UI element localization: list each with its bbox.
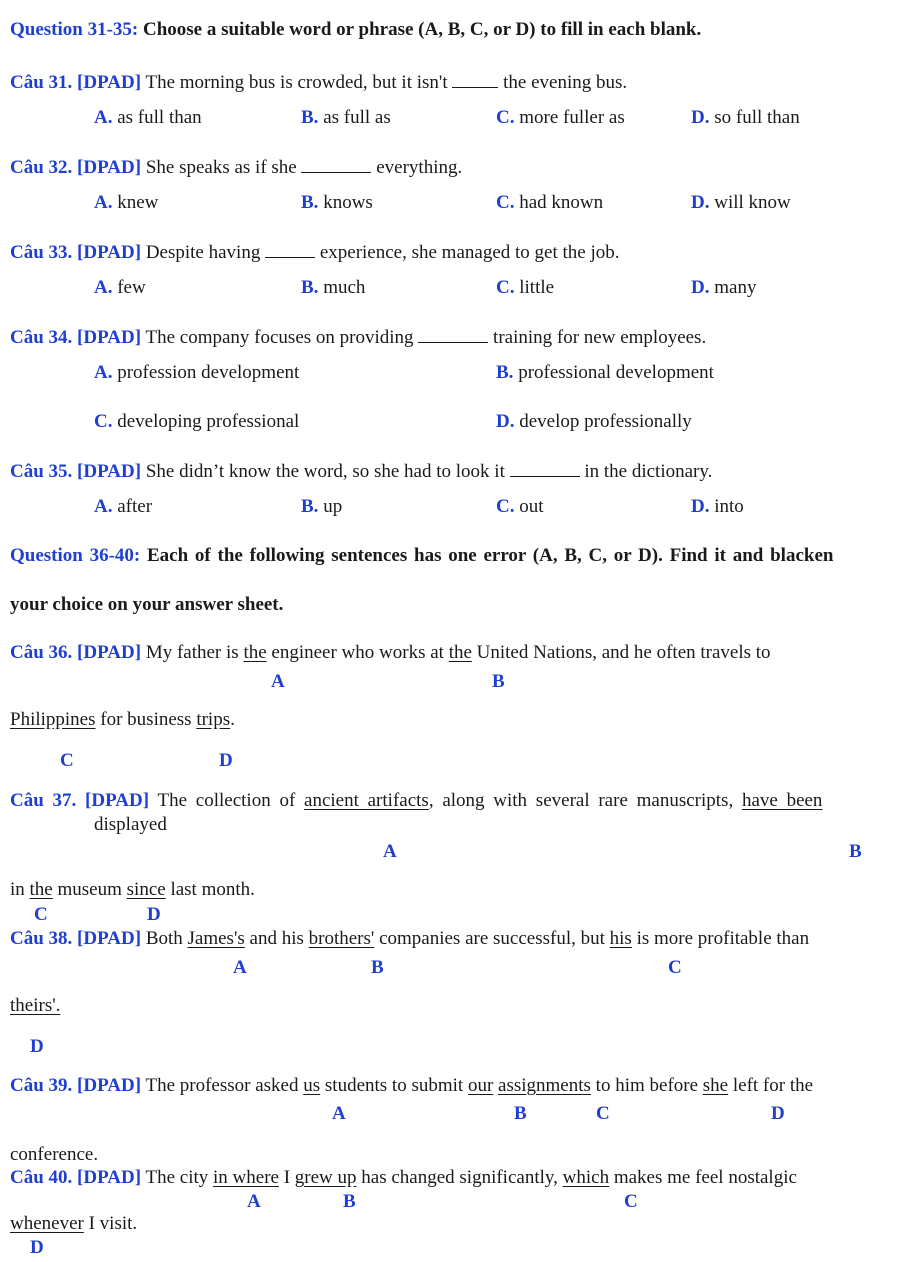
option-letter: D. [691, 496, 710, 517]
option-letter: A. [94, 192, 113, 213]
error-label-d: D [30, 1237, 44, 1258]
question-tag: [DPAD] [77, 642, 142, 663]
option-a[interactable] [94, 108, 202, 127]
answer-blank [510, 461, 580, 477]
question-tag: [DPAD] [77, 72, 142, 93]
question-number: Câu 32. [10, 157, 73, 178]
option-letter: A. [94, 277, 113, 298]
answer-blank [452, 72, 498, 88]
question-35 [10, 461, 712, 481]
sentence-text: . [230, 709, 235, 730]
question-text-before: She speaks as if she [145, 157, 297, 178]
option-letter: B. [496, 362, 514, 383]
option-text: much [323, 277, 366, 298]
option-d[interactable] [691, 108, 800, 127]
sentence-text: The professor asked [145, 1075, 299, 1096]
question-38 [10, 929, 809, 948]
section-heading-36-40 [10, 546, 833, 565]
question-text-after: training for new employees. [493, 327, 707, 348]
option-b[interactable] [301, 108, 391, 127]
question-36 [10, 643, 771, 662]
option-text: out [519, 496, 544, 517]
error-label-b: B [849, 841, 862, 862]
option-d[interactable] [691, 193, 791, 212]
question-text-after: everything. [376, 157, 463, 178]
underlined-part-a[interactable]: ancient artifacts [304, 790, 429, 811]
question-tag: [DPAD] [77, 928, 142, 949]
section-heading-31-35 [10, 20, 701, 39]
question-tag: [DPAD] [77, 1075, 142, 1096]
question-number: Câu 31. [10, 72, 73, 93]
question-tag: [DPAD] [77, 242, 142, 263]
error-label-c: C [624, 1191, 638, 1212]
option-a[interactable] [94, 278, 146, 297]
question-tag: [DPAD] [85, 790, 150, 811]
question-40 [10, 1168, 797, 1187]
sentence-text: and his [249, 928, 304, 949]
sentence-text: to him before [595, 1075, 699, 1096]
question-text-before: The morning bus is crowded, but it isn't [145, 72, 448, 93]
underlined-part-d[interactable]: since [126, 879, 166, 900]
question-31 [10, 72, 627, 92]
error-label-a: A [271, 671, 285, 692]
sentence-text: for business [100, 709, 192, 730]
option-b[interactable] [301, 278, 365, 297]
sentence-text: last month. [170, 879, 255, 900]
option-a[interactable] [94, 193, 158, 212]
sentence-text: companies are successful, but [379, 928, 605, 949]
error-label-b: B [514, 1103, 527, 1124]
question-text-after: experience, she managed to get the job. [319, 242, 620, 263]
question-40-line2 [10, 1214, 137, 1233]
question-tag: [DPAD] [77, 461, 142, 482]
option-text: will know [714, 192, 791, 213]
error-label-c: C [60, 750, 74, 771]
question-32 [10, 157, 462, 177]
option-d[interactable] [691, 497, 744, 516]
option-letter: C. [496, 192, 515, 213]
section-prefix: Question 31-35: [10, 19, 139, 40]
answer-blank [418, 327, 488, 343]
section-instructions-line2: your choice on your answer sheet. [10, 594, 284, 615]
option-letter: A. [94, 362, 113, 383]
error-label-d: D [30, 1036, 44, 1057]
underlined-part-c[interactable]: assignments [498, 1075, 591, 1096]
underlined-part-a[interactable]: the [243, 642, 267, 663]
error-label-b: B [492, 671, 505, 692]
sentence-text: displayed [94, 814, 167, 835]
underlined-part-a[interactable]: James's [187, 928, 245, 949]
option-letter: B. [301, 277, 319, 298]
answer-blank [265, 242, 315, 258]
option-c[interactable] [496, 497, 544, 516]
option-text: professional development [518, 362, 714, 383]
option-a[interactable] [94, 497, 152, 516]
question-number: Câu 40. [10, 1167, 73, 1188]
sentence-text: students to submit [324, 1075, 464, 1096]
question-tag: [DPAD] [77, 1167, 142, 1188]
sentence-text: makes me feel nostalgic [613, 1167, 797, 1188]
question-text-before: She didn’t know the word, so she had to look it [145, 461, 505, 482]
error-label-c: C [34, 904, 48, 925]
sentence-text: museum [57, 879, 122, 900]
answer-blank [301, 157, 371, 173]
question-text-before: The company focuses on providing [145, 327, 414, 348]
option-letter: A. [94, 107, 113, 128]
underlined-part-b[interactable]: the [448, 642, 472, 663]
option-letter: D. [691, 277, 710, 298]
underlined-part-c[interactable]: which [562, 1167, 610, 1188]
option-text: knew [117, 192, 159, 213]
option-text: more fuller as [519, 107, 625, 128]
error-label-d: D [147, 904, 161, 925]
underlined-part-b[interactable]: brothers' [308, 928, 375, 949]
question-39 [10, 1076, 813, 1095]
underlined-part-d[interactable]: whenever [10, 1213, 84, 1234]
option-text: developing professional [117, 411, 300, 432]
underlined-part-d[interactable]: trips [196, 709, 231, 730]
option-text: after [117, 496, 153, 517]
option-d[interactable] [691, 278, 756, 297]
error-label-c: C [596, 1103, 610, 1124]
sentence-text: I visit. [88, 1213, 138, 1234]
option-letter: B. [301, 496, 319, 517]
question-number: Câu 39. [10, 1075, 73, 1096]
option-text: many [714, 277, 757, 298]
question-number: Câu 35. [10, 461, 73, 482]
option-c[interactable] [496, 108, 625, 127]
question-number: Câu 38. [10, 928, 73, 949]
error-label-b: B [343, 1191, 356, 1212]
question-text-before: Despite having [145, 242, 261, 263]
underlined-part-b[interactable]: grew up [294, 1167, 357, 1188]
option-text: so full than [714, 107, 800, 128]
underlined-part-d[interactable]: theirs'. [10, 995, 61, 1016]
underlined-part-c[interactable]: Philippines [10, 709, 96, 730]
error-label-a: A [332, 1103, 346, 1124]
question-tag: [DPAD] [77, 327, 142, 348]
question-number: Câu 37. [10, 790, 77, 811]
option-letter: C. [496, 496, 515, 517]
error-label-b: B [371, 957, 384, 978]
sentence-text: is more profitable than [636, 928, 810, 949]
error-label-a: A [233, 957, 247, 978]
question-text-after: in the dictionary. [584, 461, 713, 482]
underlined-part-d[interactable]: she [702, 1075, 729, 1096]
section-instructions: Choose a suitable word or phrase (A, B, C, or D) to fill in each blank. [143, 19, 702, 40]
sentence-text: United Nations, and he often travels to [476, 642, 771, 663]
option-b[interactable] [301, 193, 373, 212]
option-letter: C. [94, 411, 113, 432]
question-34 [10, 327, 706, 347]
option-text: as full as [323, 107, 391, 128]
option-text: had known [519, 192, 604, 213]
option-c[interactable] [496, 193, 603, 212]
option-c[interactable] [496, 278, 554, 297]
option-text: into [714, 496, 744, 517]
sentence-text: has changed significantly, [361, 1167, 558, 1188]
underlined-part-c[interactable]: his [609, 928, 632, 949]
option-letter: D. [691, 192, 710, 213]
question-tag: [DPAD] [77, 157, 142, 178]
option-b[interactable] [496, 363, 714, 382]
option-text: up [323, 496, 343, 517]
underlined-part-c[interactable]: the [29, 879, 53, 900]
error-label-d: D [219, 750, 233, 771]
question-text-after: the evening bus. [503, 72, 628, 93]
sentence-text: , along with several rare manuscripts, [428, 790, 734, 811]
option-d[interactable] [496, 412, 692, 431]
option-letter: B. [301, 107, 319, 128]
error-label-a: A [247, 1191, 261, 1212]
sentence-text: The city [145, 1167, 209, 1188]
question-number: Câu 36. [10, 642, 73, 663]
option-letter: B. [301, 192, 319, 213]
option-a[interactable] [94, 363, 299, 382]
question-39-line2: conference. [10, 1144, 99, 1165]
option-letter: A. [94, 496, 113, 517]
sentence-text: engineer who works at [271, 642, 444, 663]
sentence-text: My father is [145, 642, 239, 663]
question-37-line2 [10, 880, 255, 899]
error-label-d: D [771, 1103, 785, 1124]
question-36-line2 [10, 710, 235, 729]
sentence-text: Both [145, 928, 183, 949]
question-number: Câu 34. [10, 327, 73, 348]
option-text: few [117, 277, 146, 298]
error-label-a: A [383, 841, 397, 862]
option-text: as full than [117, 107, 202, 128]
sentence-text: I [283, 1167, 291, 1188]
option-c[interactable] [94, 412, 299, 431]
option-text: profession development [117, 362, 300, 383]
underlined-part-b[interactable]: have been [741, 790, 823, 811]
option-text: little [519, 277, 555, 298]
question-38-line2 [10, 996, 60, 1015]
option-b[interactable] [301, 497, 342, 516]
error-label-c: C [668, 957, 682, 978]
underlined-part-a[interactable]: us [303, 1075, 321, 1096]
option-letter: C. [496, 277, 515, 298]
option-text: knows [323, 192, 373, 213]
sentence-text: left for the [732, 1075, 814, 1096]
question-33 [10, 242, 620, 262]
section-prefix: Question 36-40: [10, 545, 141, 566]
option-letter: C. [496, 107, 515, 128]
question-number: Câu 33. [10, 242, 73, 263]
section-instructions: Each of the following sentences has one error (A, B, C, or D). Find it and blacken [147, 545, 834, 566]
sentence-text: The collection of [157, 790, 296, 811]
underlined-part-a[interactable]: in where [213, 1167, 279, 1188]
option-letter: D. [496, 411, 515, 432]
option-text: develop professionally [519, 411, 692, 432]
sentence-text: in [10, 879, 25, 900]
underlined-part-b[interactable]: our [467, 1075, 494, 1096]
option-letter: D. [691, 107, 710, 128]
question-37 [10, 791, 822, 810]
